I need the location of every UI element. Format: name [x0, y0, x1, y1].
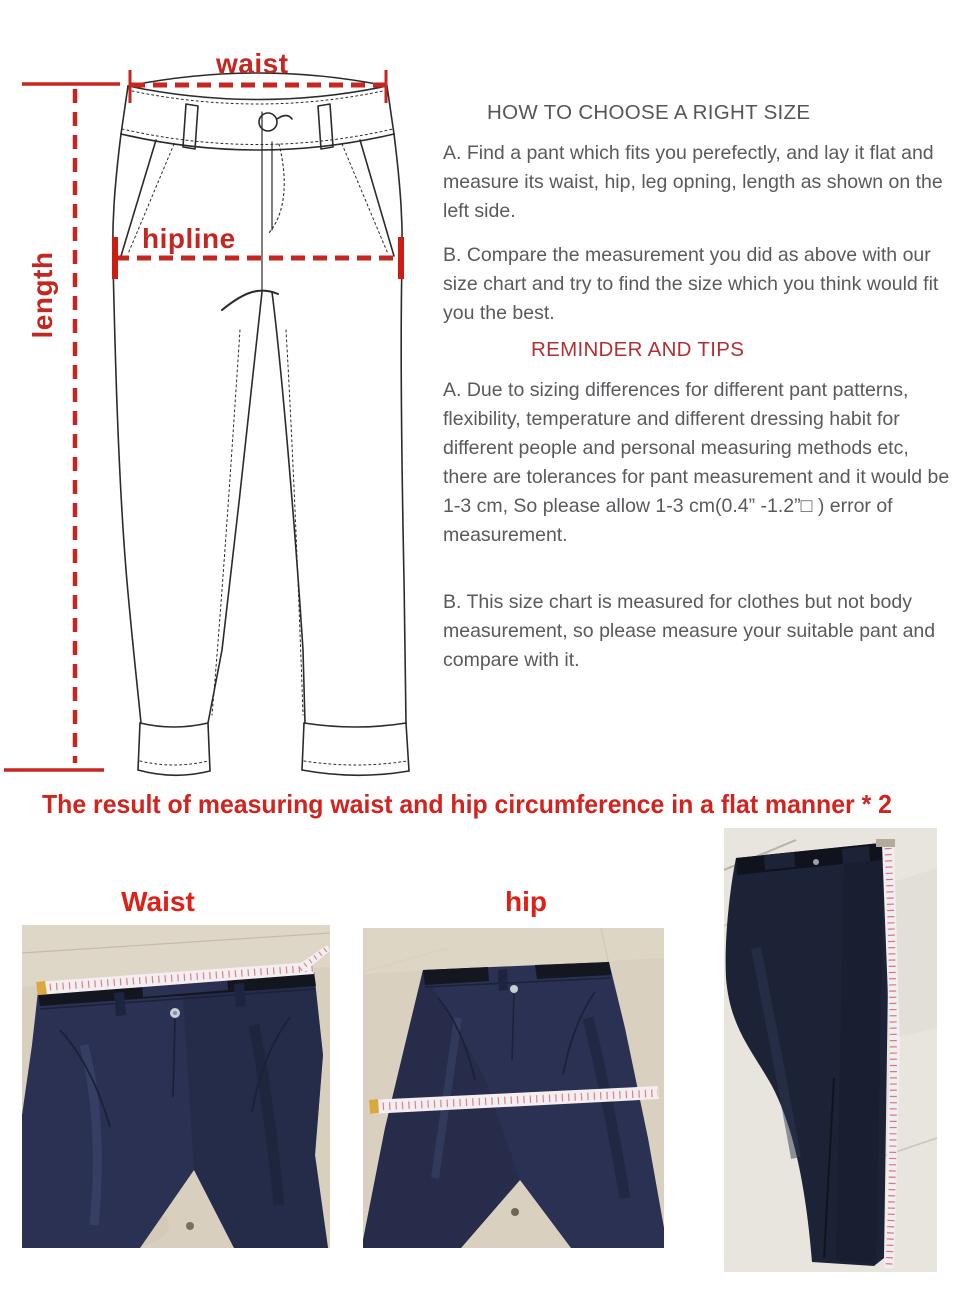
waist-dimension-label: waist	[216, 48, 289, 79]
reminder-and-tips-title: REMINDER AND TIPS	[531, 338, 745, 361]
flat-measure-headline: The result of measuring waist and hip circumference in a flat manner * 2	[42, 789, 892, 819]
dimension-lines	[4, 70, 401, 770]
waist-photo-label: Waist	[121, 886, 195, 917]
hip-measurement-photo	[363, 928, 664, 1248]
length-measurement-photo	[724, 828, 937, 1272]
length-dimension-label: length	[27, 251, 58, 339]
reminder-paragraph-a: A. Due to sizing differences for different pant patterns, flexibility, temperature and different dressing habit for different people and personal measuring methods etc, there are tolerances for pant measurement and it would be 1-3 cm, So please allow 1-3 cm(0.4” -1.2”□ ) error of measurement.	[443, 379, 950, 546]
hip-photo-label: hip	[505, 886, 547, 917]
waist-measurement-photo	[22, 925, 330, 1248]
how-to-choose-title: HOW TO CHOOSE A RIGHT SIZE	[487, 101, 811, 124]
pants-sketch	[113, 73, 409, 775]
instruction-paragraph-a: A. Find a pant which fits you perefectly, and lay it flat and measure its waist, hip, leg opning, length as shown on the left side.	[443, 142, 943, 222]
hipline-dimension-label: hipline	[142, 223, 236, 254]
reminder-paragraph-b: B. This size chart is measured for clothes but not body measurement, so please measure your suitable pant and compare with it.	[443, 591, 936, 671]
pants-measurement-diagram	[0, 0, 440, 790]
instruction-paragraph-b: B. Compare the measurement you did as above with our size chart and try to find the size which you think would fit you the best.	[443, 244, 939, 324]
